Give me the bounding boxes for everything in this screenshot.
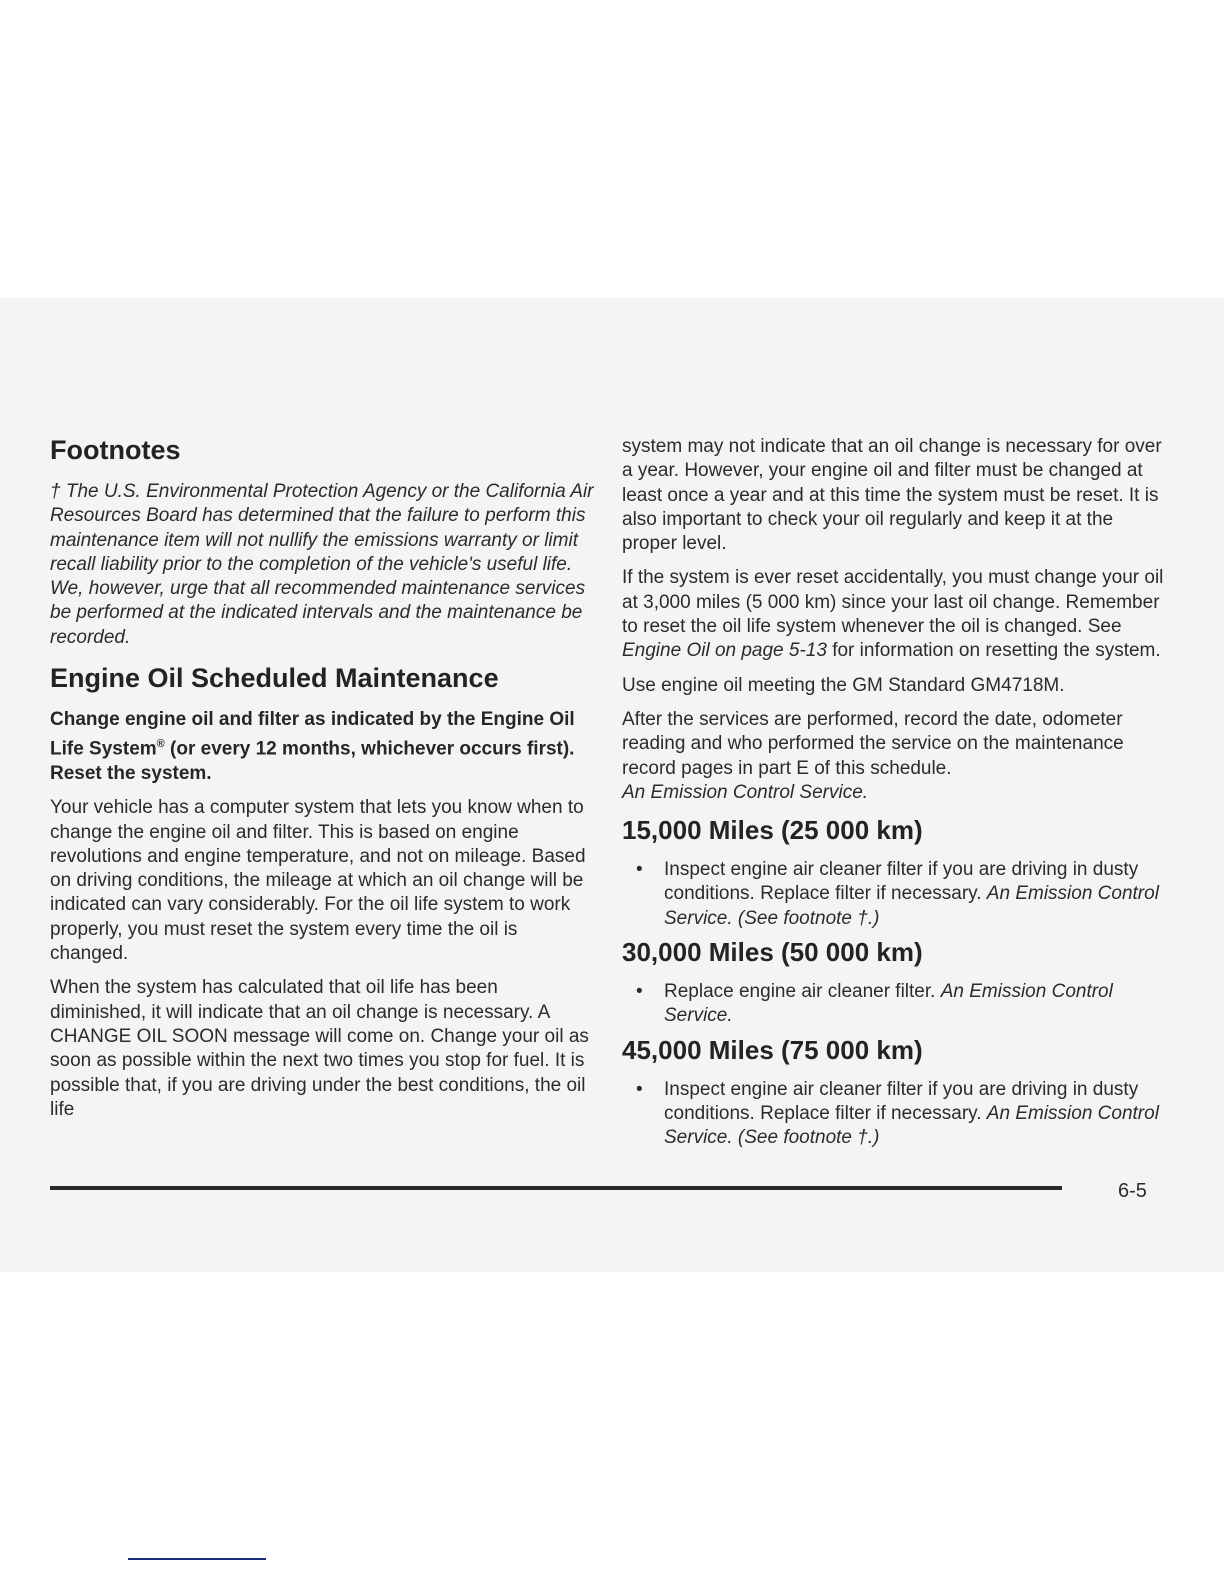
- lead-text-1: Change engine oil and filter as indicated by the Engine Oil Life System: [50, 709, 575, 760]
- oil-system-paragraph: Your vehicle has a computer system that lets you know when to change the engine oil and filter. This is based on engine revolutions and engine temperature, and not on mileage. Based on driving conditions, the mileage at which an oil change will be indicated can vary considerably. For the oil life system to work properly, you must reset the system every time the oil is changed.: [50, 797, 586, 965]
- decorative-underline: [128, 1558, 266, 1560]
- footnote-text: † The U.S. Environmental Protection Agency or the California Air Resources Board has determined that the failure to perform this maintenance item will not nullify the emissions warranty or limit recall liability prior to the completion of the vehicle's useful life. We, however, urge that all recommended maintenance services be performed at the indicated intervals and the maintenance be recorded.: [50, 481, 594, 648]
- bullet-icon: •: [636, 1078, 643, 1100]
- miles-30000-list: [622, 980, 1167, 1029]
- page-number: 6-5: [1118, 1180, 1147, 1202]
- item-note: An Emission Control Service.: [664, 981, 1113, 1027]
- miles-45000-heading: 45,000 Miles (75 000 km): [622, 1034, 923, 1065]
- lead-text-2: (or every 12 months, whichever occurs first). Reset the system.: [50, 738, 575, 784]
- record-paragraph: [622, 708, 1167, 805]
- list-item: [622, 858, 1167, 931]
- engine-oil-heading: Engine Oil Scheduled Maintenance: [50, 663, 499, 694]
- registered-mark: ®: [156, 738, 165, 751]
- reset-text-a: If the system is ever reset accidentally, you must change your oil at 3,000 miles (5 000 km) since your last oil change. Remember to reset the oil life system whenever the oil is changed. See: [622, 567, 1164, 638]
- emission-control-note: An Emission Control Service.: [622, 781, 869, 803]
- oil-change-continued-paragraph: system may not indicate that an oil change is necessary for over a year. However, your engine oil and filter must be changed at least once a year and at this time the system must be reset. It is also important to check your oil regularly and keep it at the proper level.: [622, 436, 1162, 555]
- bullet-icon: •: [636, 981, 643, 1003]
- miles-45000-list: [622, 1078, 1167, 1151]
- oil-standard-paragraph: Use engine oil meeting the GM Standard GM4718M.: [622, 674, 1065, 696]
- item-text: Inspect engine air cleaner filter if you are driving in dusty conditions. Replace filter if necessary.: [664, 859, 1139, 905]
- list-item: [622, 980, 1167, 1029]
- left-column: [50, 434, 598, 1132]
- oil-life-paragraph: When the system has calculated that oil life has been diminished, it will indicate that an oil change is necessary. A CHANGE OIL SOON message will come on. Change your oil as soon as possible within the next two times you stop for fuel. It is possible that, if you are driving under the best conditions, the oil life: [50, 977, 589, 1120]
- miles-15000-list: [622, 858, 1167, 931]
- miles-15000-heading: 15,000 Miles (25 000 km): [622, 815, 923, 846]
- list-item: [622, 1078, 1167, 1151]
- reset-paragraph: [622, 566, 1167, 663]
- footer-rule: [50, 1186, 1062, 1190]
- reset-text-b: for information on resetting the system.: [826, 640, 1161, 662]
- engine-oil-page-reference: Engine Oil on page 5-13: [622, 640, 827, 662]
- item-text: Replace engine air cleaner filter.: [664, 981, 941, 1003]
- miles-30000-heading: 30,000 Miles (50 000 km): [622, 937, 923, 968]
- engine-oil-lead: [50, 708, 598, 786]
- footnotes-heading: Footnotes: [50, 435, 181, 465]
- right-column: [622, 435, 1167, 1157]
- record-text: After the services are performed, record the date, odometer reading and who performed the service on the maintenance record pages in part E of this schedule.: [622, 708, 1124, 779]
- item-text: Inspect engine air cleaner filter if you are driving in dusty conditions. Replace filter if necessary.: [664, 1078, 1139, 1124]
- item-note: An Emission Control Service. (See footnote †.): [664, 1102, 1159, 1149]
- item-note: An Emission Control Service. (See footnote †.): [664, 883, 1159, 929]
- bullet-icon: •: [636, 859, 643, 881]
